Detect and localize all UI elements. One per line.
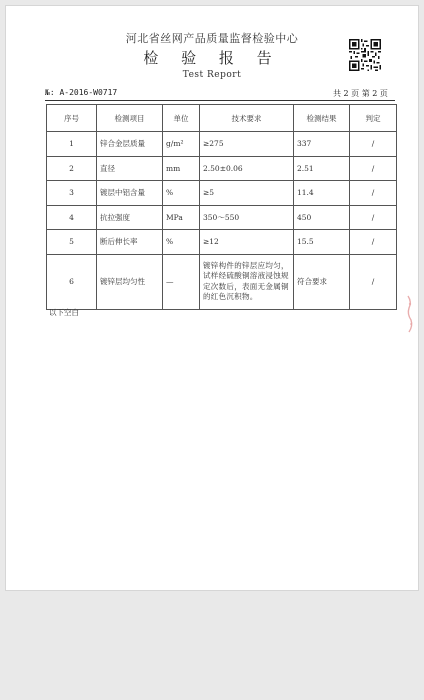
test-item: 直径 [97,156,163,181]
result: 11.4 [294,181,350,206]
test-item: 抗拉强度 [97,205,163,230]
test-item: 镀层中铝含量 [97,181,163,206]
requirement: 350～550 [200,205,294,230]
requirement: ≥275 [200,132,294,157]
table-row [47,132,397,157]
header-divider [45,100,395,101]
verdict: / [350,254,397,309]
unit: % [163,181,200,206]
row-number: 4 [47,205,97,230]
seal-stamp-fragment [405,294,415,334]
qr-code-icon [349,39,381,71]
verdict: / [350,230,397,255]
requirement: ≥5 [200,181,294,206]
table-row [47,181,397,206]
unit: g/m² [163,132,200,157]
column-header: 序号 [47,105,97,132]
unit: MPa [163,205,200,230]
verdict: / [350,181,397,206]
requirement: ≥12 [200,230,294,255]
verdict: / [350,205,397,230]
end-of-report-note: 以下空白 [49,308,79,317]
test-item: 断后伸长率 [97,230,163,255]
requirement: 2.50±0.06 [200,156,294,181]
table-row [47,205,397,230]
table-row [47,254,397,309]
result: 15.5 [294,230,350,255]
report-number: №: A-2016-W0717 [45,88,118,97]
report-subtitle: Test Report [182,70,242,80]
test-item: 镀锌层均匀性 [97,254,163,309]
table-row [47,156,397,181]
unit: % [163,230,200,255]
column-header: 技术要求 [200,105,294,132]
report-page [6,6,418,590]
row-number: 3 [47,181,97,206]
column-header: 检测结果 [294,105,350,132]
test-results-table [46,104,397,310]
result: 符合要求 [294,254,350,309]
result: 450 [294,205,350,230]
row-number: 2 [47,156,97,181]
requirement: 镀锌构件的锌层应均匀，试样经硫酸铜溶液浸蚀规定次数后，表面无金属铜的红色沉积物。 [200,254,294,309]
page-indicator: 共 2 页 第 2 页 [333,89,388,98]
row-number: 6 [47,254,97,309]
unit: mm [163,156,200,181]
report-title: 检 验 报 告 [143,49,281,67]
test-item: 锌合金层质量 [97,132,163,157]
table-row [47,230,397,255]
column-header: 检测项目 [97,105,163,132]
row-number: 5 [47,230,97,255]
verdict: / [350,156,397,181]
column-header: 判定 [350,105,397,132]
table-header-row [47,105,397,132]
result: 337 [294,132,350,157]
verdict: / [350,132,397,157]
result: 2.51 [294,156,350,181]
column-header: 单位 [163,105,200,132]
organization-name: 河北省丝网产品质量监督检验中心 [125,32,299,45]
row-number: 1 [47,132,97,157]
unit: — [163,254,200,309]
